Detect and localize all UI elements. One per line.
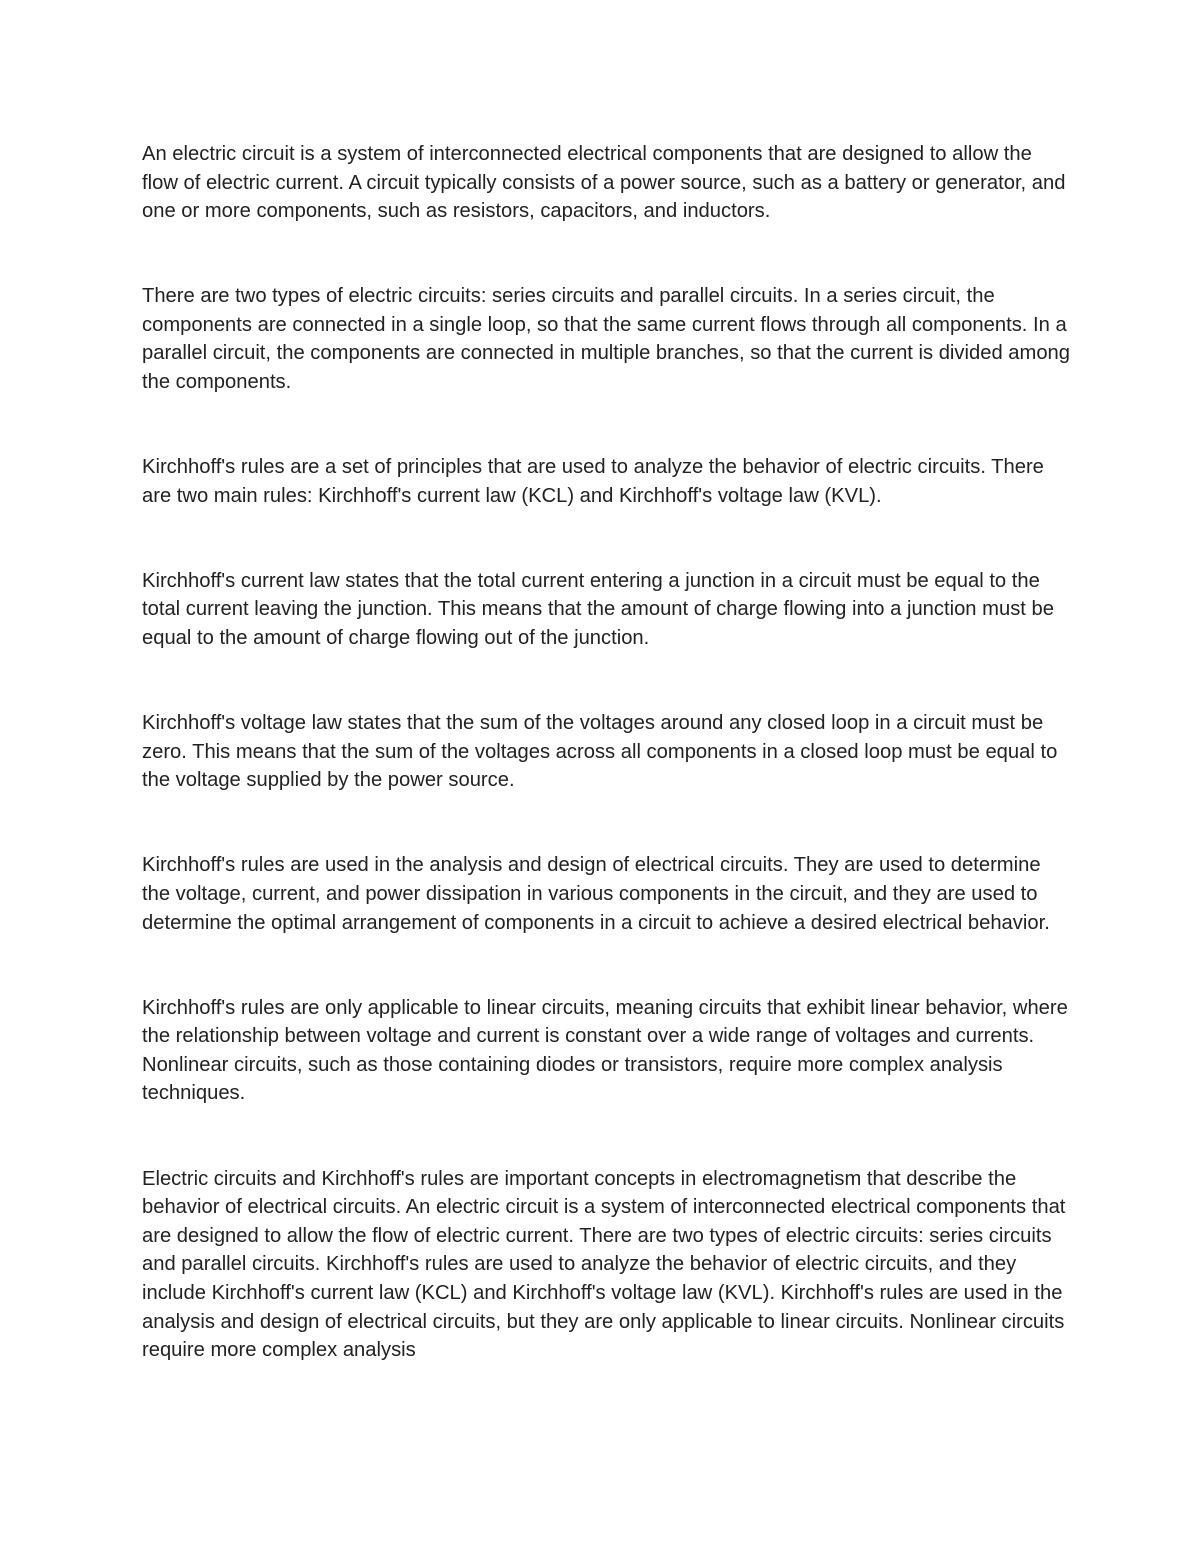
paragraph-kvl: Kirchhoff's voltage law states that the sum of the voltages around any closed loop in a circuit must be zero. This means that the sum of the voltages across all components in a closed loop must be equal to the voltage supplied by the power source. <box>142 712 1058 792</box>
paragraph-kcl: Kirchhoff's current law states that the total current entering a junction in a circuit must be equal to the total current leaving the junction. This means that the amount of charge flowing into a junction must be equal to the amount of charge flowing out of the junction. <box>142 569 1054 650</box>
paragraph-circuit-types: There are two types of electric circuits: series circuits and parallel circuits. In a series circuit, the components are connected in a single loop, so that the same current flows through all components. In a parallel circuit, the components are connected in multiple branches, so that the current is divided among the components. <box>142 285 1071 394</box>
paragraph-applications: Kirchhoff's rules are used in the analysis and design of electrical circuits. They are used to determine the voltage, current, and power dissipation in various components in the circuit, and they are used to determine the optimal arrangement of components in a circuit to achieve a desired electrical behavior. <box>142 854 1050 934</box>
paragraph-linear-circuits: Kirchhoff's rules are only applicable to linear circuits, meaning circuits that exhibit linear behavior, where the relationship between voltage and current is constant over a wide range of voltages and currents. Nonlinear circuits, such as those containing diodes or transistors, require more complex analysis techniques. <box>142 996 1068 1105</box>
paragraph-kirchhoff-rules: Kirchhoff's rules are a set of principles that are used to analyze the behavior of electric circuits. There are two main rules: Kirchhoff's current law (KCL) and Kirchhoff's voltage law (KVL). <box>142 456 1044 507</box>
document-body <box>142 140 1072 1365</box>
paragraph-summary: Electric circuits and Kirchhoff's rules are important concepts in electromagnetism that describe the behavior of electrical circuits. An electric circuit is a system of interconnected electrical components that are designed to allow the flow of electric current. There are two types of electric circuits: series circuits and parallel circuits. Kirchhoff's rules are used to analyze the behavior of electric circuits, and they include Kirchhoff's current law (KCL) and Kirchhoff's voltage law (KVL). Kirchhoff's rules are used in the analysis and design of electrical circuits, but they are only applicable to linear circuits. Nonlinear circuits require more complex analysis <box>142 1167 1066 1362</box>
paragraph-intro: An electric circuit is a system of interconnected electrical components that are designed to allow the flow of electric current. A circuit typically consists of a power source, such as a battery or generator, and one or more components, such as resistors, capacitors, and inductors. <box>142 143 1066 223</box>
